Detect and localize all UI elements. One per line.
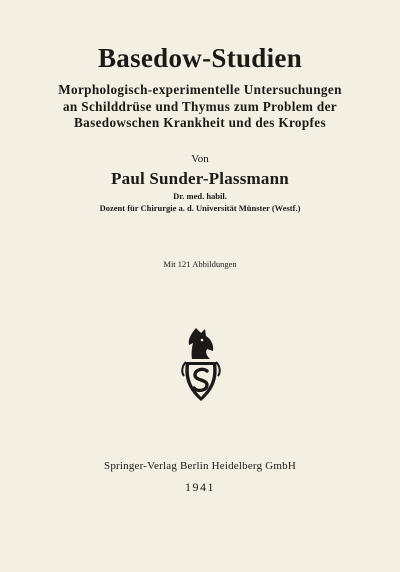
book-subtitle	[40, 82, 360, 132]
author-degree: Dr. med. habil.	[173, 191, 227, 201]
subtitle-line: an Schilddrüse und Thymus zum Problem der	[62, 98, 337, 114]
illustrations-note: Mit 121 Abbildungen	[163, 259, 237, 269]
book-title: Basedow-Studien	[97, 43, 303, 73]
subtitle-line: Morphologisch-experimentelle Untersuchungen	[58, 82, 342, 97]
springer-knight-emblem-icon	[178, 326, 224, 406]
publisher-name: Springer-Verlag Berlin Heidelberg GmbH	[104, 460, 296, 472]
by-label: Von	[191, 153, 209, 165]
author-name: Paul Sunder-Plassmann	[111, 169, 289, 188]
publication-year: 1941	[185, 480, 215, 494]
subtitle-line: Basedowschen Krankheit und des Kropfes	[74, 115, 326, 130]
author-affiliation: Dozent für Chirurgie a. d. Universität Münster (Westf.)	[99, 203, 301, 213]
